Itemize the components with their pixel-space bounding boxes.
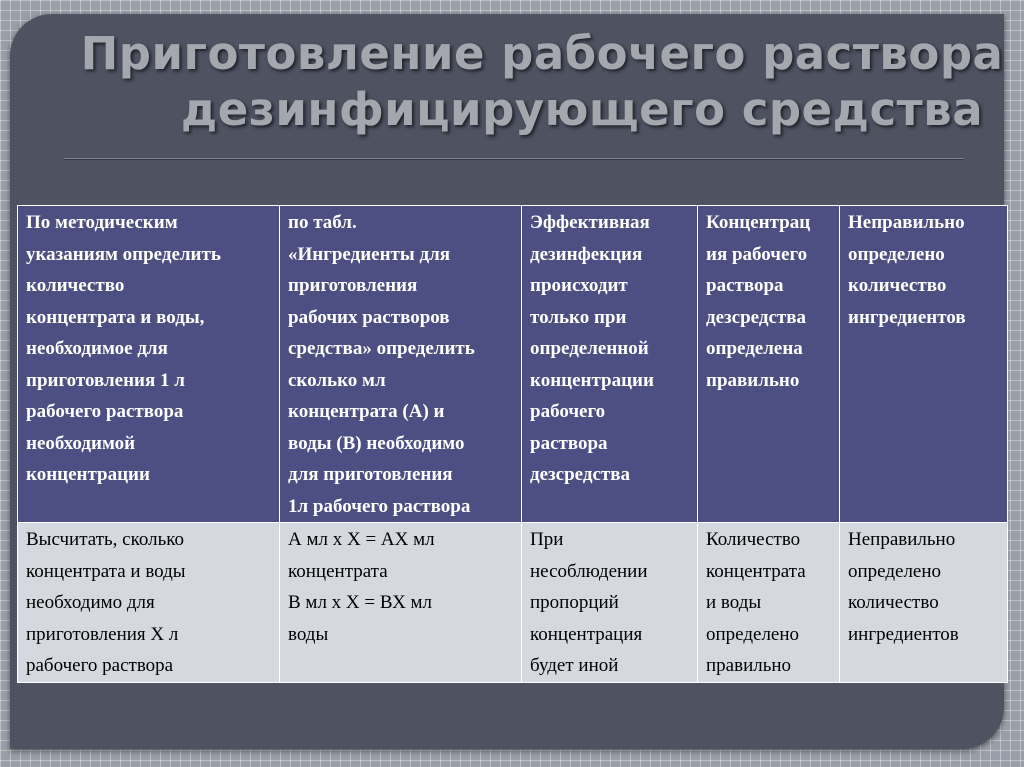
cell-text-line: ингредиентов xyxy=(848,623,959,645)
cell-text-line: необходимое для xyxy=(26,338,168,359)
cell-text-line: воды xyxy=(288,623,329,645)
title-divider xyxy=(64,158,964,160)
cell-text-line: Неправильно xyxy=(848,529,956,550)
table-row xyxy=(18,523,1008,683)
header-cell xyxy=(522,206,698,523)
cell-text-line: концентрата xyxy=(706,560,806,582)
cell-text-line: правильно xyxy=(706,655,792,676)
cell-text-line: количество xyxy=(848,592,939,613)
cell-text-line: Эффективная xyxy=(530,212,650,233)
cell-text-line: рабочего раствора xyxy=(26,401,184,422)
cell-text-line: Высчитать, сколько xyxy=(26,529,185,550)
cell-text-line: приготовления xyxy=(288,275,418,296)
slide-title-line-2: дезинфицирующего средства xyxy=(180,83,984,136)
cell-text-line: дезсредства xyxy=(530,464,631,485)
cell-text-line: А мл х Х = АХ мл xyxy=(288,529,435,550)
cell-text-line: приготовления 1 л xyxy=(26,369,185,391)
header-cell xyxy=(698,206,840,523)
cell-text-line: рабочих растворов xyxy=(288,306,450,328)
cell-text-line: количество xyxy=(26,275,125,296)
cell-text-line: определено xyxy=(848,243,945,265)
cell-text-line: количество xyxy=(848,275,947,296)
cell-text-line: Количество xyxy=(706,529,801,550)
cell-text-line: и воды xyxy=(706,592,762,613)
cell-text-line: По методическим xyxy=(26,212,178,233)
body-cell xyxy=(18,523,280,683)
cell-text-line: дезсредства xyxy=(706,306,807,328)
cell-text-line: концентрата и воды xyxy=(26,560,186,582)
cell-text-line: приготовления Х л xyxy=(26,623,179,645)
cell-text-line: по табл. xyxy=(288,212,357,233)
cell-text-line: определена xyxy=(706,338,803,359)
cell-text-line: определено xyxy=(848,560,942,582)
cell-text-line: Неправильно xyxy=(848,212,965,233)
cell-text-line: Концентрац xyxy=(706,212,811,233)
header-cell xyxy=(18,206,280,523)
cell-text-line: необходимо для xyxy=(26,592,155,613)
cell-text-line: концентрации xyxy=(26,464,150,485)
body-cell xyxy=(698,523,840,683)
cell-text-line: для приготовления xyxy=(288,464,453,485)
cell-text-line: воды (В) необходимо xyxy=(288,432,465,454)
cell-text-line: дезинфекция xyxy=(530,243,643,265)
cell-text-line: необходимой xyxy=(26,432,136,454)
cell-text-line: происходит xyxy=(530,275,628,296)
body-cell xyxy=(522,523,698,683)
procedure-table xyxy=(17,205,1008,683)
cell-text-line: указаниям определить xyxy=(26,243,221,265)
cell-text-line: ингредиентов xyxy=(848,306,966,328)
cell-text-line: рабочего раствора xyxy=(26,655,174,676)
cell-text-line: будет иной xyxy=(530,655,619,676)
cell-text-line: правильно xyxy=(706,369,800,391)
body-cell xyxy=(840,523,1008,683)
cell-text-line: определенной xyxy=(530,338,649,359)
cell-text-line: концентрата (А) и xyxy=(288,401,445,422)
cell-text-line: определено xyxy=(706,623,800,645)
cell-text-line: раствора xyxy=(706,275,784,296)
cell-text-line: средства» определить xyxy=(288,338,475,359)
cell-text-line: ия рабочего xyxy=(706,243,808,265)
slide-title-line-1: Приготовление рабочего раствора xyxy=(80,27,1004,80)
header-cell xyxy=(280,206,522,523)
cell-text-line: концентрация xyxy=(530,623,643,645)
cell-text-line: 1л рабочего раствора xyxy=(288,495,471,517)
cell-text-line: пропорций xyxy=(530,592,619,613)
cell-text-line: несоблюдении xyxy=(530,560,648,582)
cell-text-line: При xyxy=(530,529,564,550)
cell-text-line: В мл х Х = ВХ мл xyxy=(288,592,433,613)
header-cell xyxy=(840,206,1008,523)
cell-text-line: концентрата и воды, xyxy=(26,306,205,328)
cell-text-line: «Ингредиенты для xyxy=(288,243,451,265)
table-header-row xyxy=(18,206,1008,523)
cell-text-line: рабочего xyxy=(530,401,606,422)
cell-text-line: концентрации xyxy=(530,369,654,391)
slide-title xyxy=(0,26,1024,138)
cell-text-line: концентрата xyxy=(288,560,388,582)
cell-text-line: сколько мл xyxy=(288,369,386,391)
body-cell xyxy=(280,523,522,683)
cell-text-line: только при xyxy=(530,306,627,328)
cell-text-line: раствора xyxy=(530,432,608,454)
